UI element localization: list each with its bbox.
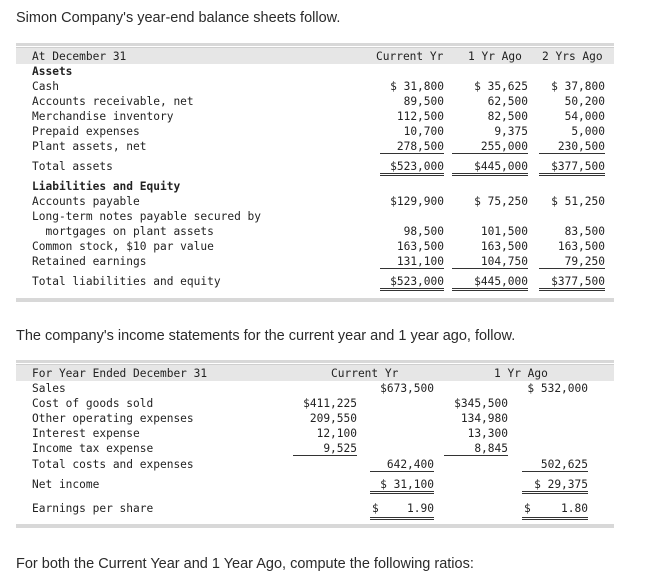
col-1-yr-ago: 1 Yr Ago — [494, 367, 548, 380]
balance-header-label: At December 31 — [32, 50, 127, 63]
footer-text: For both the Current Year and 1 Year Ago, compute the following ratios: — [16, 556, 474, 572]
income-intro-text: The company's income statements for the current year and 1 year ago, follow. — [16, 328, 516, 344]
income-header-label: For Year Ended December 31 — [32, 367, 208, 380]
eps-current-sign: $ — [372, 502, 379, 515]
eps-current-value: 1.90 — [407, 502, 434, 515]
col-1-yr-ago: 1 Yr Ago — [468, 50, 522, 63]
liabilities-heading: Liabilities and Equity — [32, 180, 181, 193]
col-current-yr: Current Yr — [331, 367, 399, 380]
eps-prev-sign: $ — [524, 502, 531, 515]
col-2-yrs-ago: 2 Yrs Ago — [542, 50, 603, 63]
col-current-yr: Current Yr — [376, 50, 444, 63]
income-statement-table: For Year Ended December 31 Current Yr 1 Yr Ago Sales $673,500 $ 532,000 Cost of goods sold $411,225 $345,500 Other operating expenses 209,550 134,980 Interest expense 12,100 13,300 Income tax expense 9,525 8,845 Total costs and expenses 642,400 502,625 Net income $ 31,100 $ 29,375 Earnings per share $ 1.90 $ 1.80 — [16, 0, 614, 572]
intro-text: Simon Company's year-end balance sheets follow. — [16, 10, 341, 26]
long-term-notes-label: Long-term notes payable secured by — [32, 210, 262, 223]
balance-sheet-table: At December 31 Current Yr 1 Yr Ago 2 Yrs Ago Assets Cash $ 31,800 $ 35,625 $ 37,800 Accounts receivable, net 89,500 62,500 50,200 Merchandise inventory 112,500 82,500 54,000 Prepaid expenses 10,700 9,375 5,000 Plant assets, net 278,500 255,000 230,500 Total assets $523,000 $445,000 $377,500 Liabilities and Equity Accounts payable $129,900 $ 75,250 $ 51,250 Long-term notes payable secured by mortgages on plant assets 98,500 101,500 83,500 Common stock, $10 par value 163,500 163,500 163,500 Retained earnings 131,100 104,750 79,250 Total liabilities and equity $523,000 $445,000 $377,500 — [16, 0, 614, 572]
eps-prev-value: 1.80 — [561, 502, 588, 515]
assets-heading: Assets — [32, 65, 73, 78]
